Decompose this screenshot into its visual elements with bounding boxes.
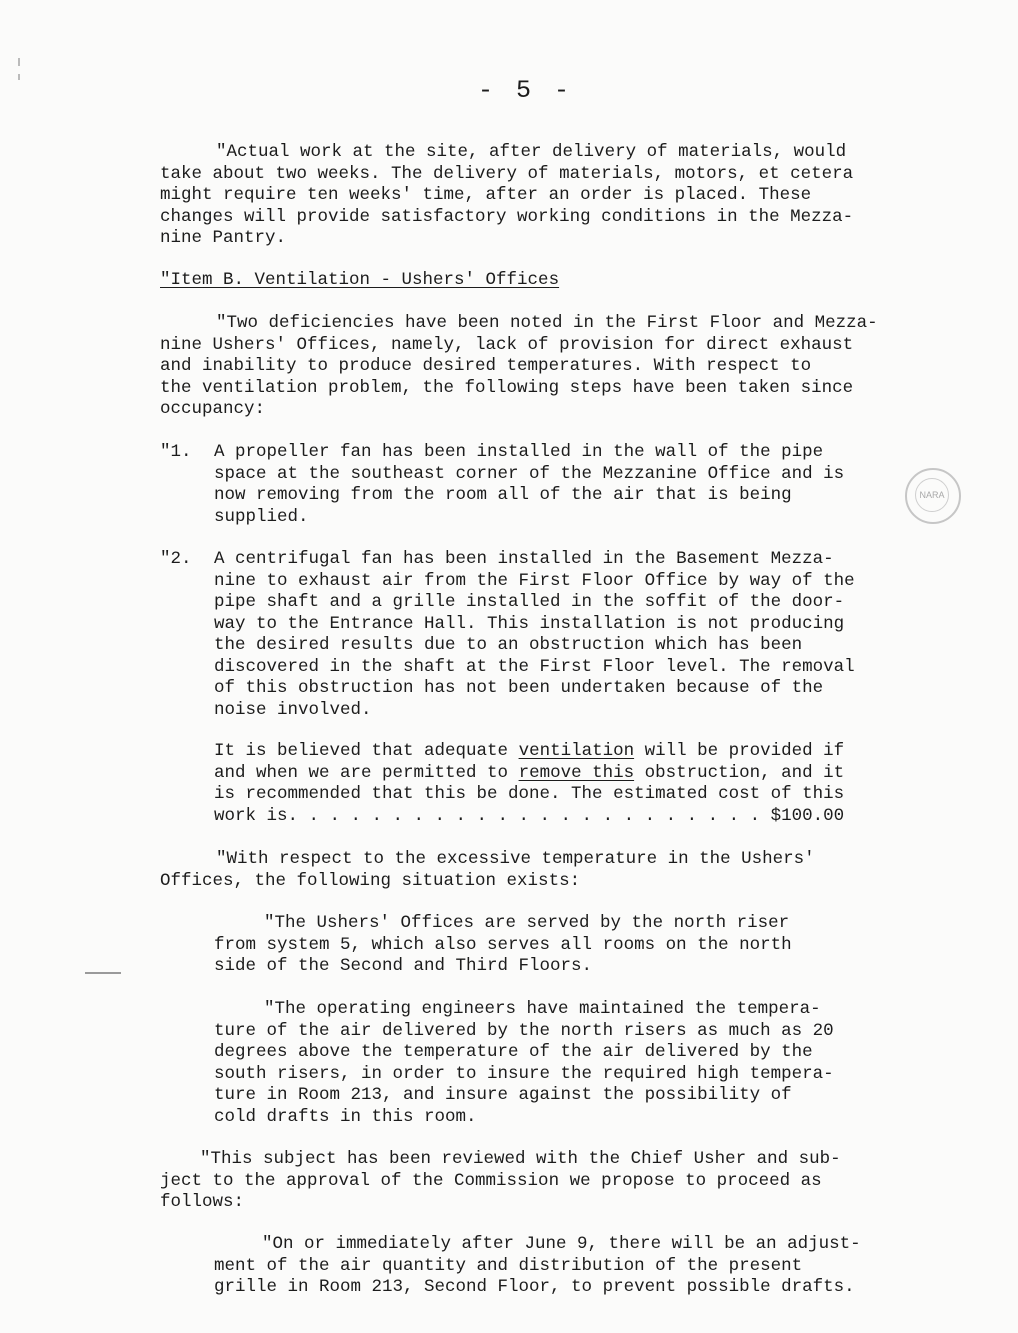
text-line: nine Pantry.	[160, 228, 287, 248]
text-line: ject to the approval of the Commission we propose to proceed as	[160, 1170, 822, 1191]
text-line: degrees above the temperature of the air delivered by the	[214, 1042, 813, 1062]
text-line: follows:	[160, 1192, 245, 1212]
text-line: now removing from the room all of the air that is being	[214, 485, 792, 505]
text-line: of this obstruction has not been undertaken because of the	[214, 678, 824, 698]
stamp-center: NARA	[915, 478, 949, 512]
text-line: and inability to produce desired temperatures. With respect to	[160, 356, 812, 376]
text-line: "Actual work at the site, after delivery of materials, would	[216, 142, 847, 162]
text-line: the desired results due to an obstruction which has been	[214, 635, 803, 655]
text-line: noise involved.	[214, 699, 372, 720]
paragraph-actual-work	[160, 142, 853, 250]
heading-text: "Item B. Ventilation - Ushers' Offices	[160, 270, 560, 290]
underlined-phrase: remove this	[518, 762, 635, 783]
paragraph-excessive-temperature	[160, 849, 815, 892]
text-line: the ventilation problem, the following steps have been taken since	[160, 377, 854, 398]
text-line: cold drafts in this room.	[214, 1106, 477, 1127]
paragraph-deficiencies	[160, 313, 878, 421]
margin-mark	[18, 58, 20, 66]
text-line: from system 5, which also serves all rooms on the north	[214, 934, 792, 955]
text-line: "The Ushers' Offices are served by the north riser	[264, 913, 790, 933]
text-line: ture in Room 213, and insure against the possibility of	[214, 1085, 792, 1105]
text-segment: and when we are permitted to	[214, 762, 519, 783]
text-line: side of the Second and Third Floors.	[214, 956, 593, 976]
quote-operating-engineers	[214, 999, 834, 1128]
text-line: A propeller fan has been installed in the wall of the pipe	[214, 442, 824, 462]
text-line: is recommended that this be done. The estimated cost of this	[214, 784, 845, 804]
text-segment: will be provided if	[634, 741, 845, 761]
text-line: A centrifugal fan has been installed in the Basement Mezza-	[214, 549, 834, 569]
text-line: nine to exhaust air from the First Floor Office by way of the	[214, 570, 855, 591]
text-line: changes will provide satisfactory working conditions in the Mezza-	[160, 206, 854, 227]
step-2-cost-paragraph	[214, 741, 844, 827]
text-line: south risers, in order to insure the required high tempera-	[214, 1063, 834, 1084]
text-line: "This subject has been reviewed with the Chief Usher and sub-	[200, 1149, 841, 1169]
archive-stamp	[905, 468, 961, 524]
text-line: take about two weeks. The delivery of materials, motors, et cetera	[160, 163, 854, 184]
text-line: occupancy:	[160, 399, 266, 419]
text-line: "With respect to the excessive temperature in the Ushers'	[216, 849, 815, 869]
margin-mark	[18, 74, 20, 80]
text-line: grille in Room 213, Second Floor, to prevent possible drafts.	[214, 1277, 855, 1297]
section-heading-item-b	[160, 270, 559, 292]
text-line: "The operating engineers have maintained the tempera-	[264, 999, 821, 1019]
text-line	[214, 763, 844, 785]
step-1-text	[214, 442, 844, 528]
text-segment: It is believed that adequate	[214, 741, 519, 761]
underlined-word: ventilation	[518, 741, 635, 761]
text-line: nine Ushers' Offices, namely, lack of provision for direct exhaust	[160, 334, 854, 355]
page-number: - 5 -	[478, 76, 574, 105]
text-segment: obstruction, and it	[634, 762, 845, 783]
text-line: space at the southeast corner of the Mezzanine Office and is	[214, 463, 845, 484]
step-2-text	[214, 549, 855, 721]
text-line: Offices, the following situation exists:	[160, 870, 581, 891]
quote-june-adjustment	[214, 1234, 861, 1299]
step-2-marker: "2.	[160, 549, 192, 569]
text-line: pipe shaft and a grille installed in the soffit of the door-	[214, 592, 845, 612]
margin-mark	[85, 972, 121, 974]
text-line: "Two deficiencies have been noted in the First Floor and Mezza-	[216, 313, 878, 333]
text-line: supplied.	[214, 506, 309, 527]
paragraph-chief-usher	[160, 1149, 841, 1214]
text-line: ment of the air quantity and distribution of the present	[214, 1255, 803, 1276]
quote-north-riser	[214, 913, 792, 978]
text-line: might require ten weeks' time, after an order is placed. These	[160, 185, 812, 205]
text-line: "On or immediately after June 9, there will be an adjust-	[262, 1234, 861, 1254]
text-line: discovered in the shaft at the First Floor level. The removal	[214, 656, 855, 677]
text-line: way to the Entrance Hall. This installation is not producing	[214, 613, 845, 634]
step-1-marker: "1.	[160, 442, 192, 462]
text-line	[214, 741, 844, 763]
cost-line: work is. . . . . . . . . . . . . . . . . . . . . . . $100.00	[214, 805, 845, 826]
text-line: ture of the air delivered by the north risers as much as 20	[214, 1020, 834, 1041]
